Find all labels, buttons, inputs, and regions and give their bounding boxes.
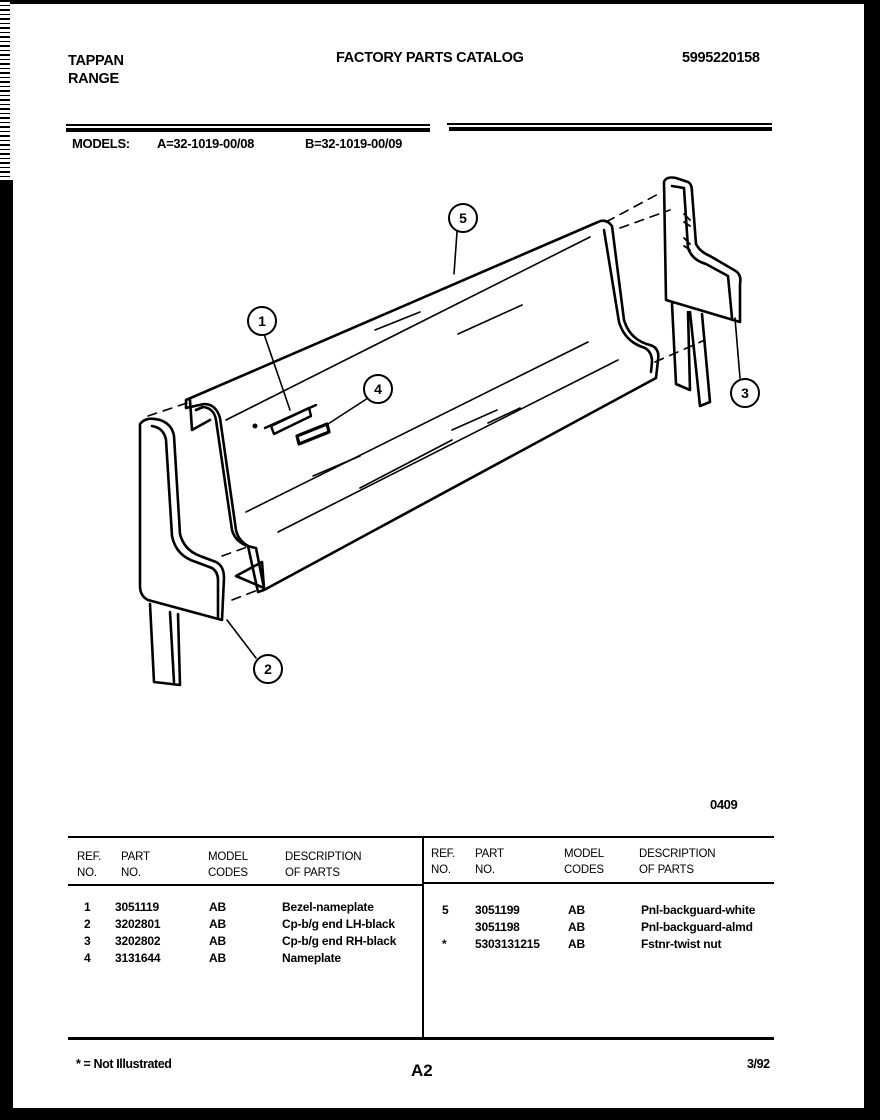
table-divider bbox=[422, 836, 424, 1038]
table-cell: AB bbox=[209, 934, 226, 948]
col-header-codes-right: MODEL CODES bbox=[564, 848, 604, 876]
models-label: MODELS: bbox=[72, 136, 130, 151]
table-cell: AB bbox=[209, 951, 226, 965]
right-part-column bbox=[475, 902, 540, 953]
col-header-desc-left: DESCRIPTION OF PARTS bbox=[285, 851, 362, 879]
table-cell: 1 bbox=[84, 900, 91, 914]
table-header-rule-left bbox=[68, 884, 422, 886]
table-cell: 3051199 bbox=[475, 903, 520, 917]
table-cell: 3051198 bbox=[475, 920, 520, 934]
left-codes-column bbox=[209, 899, 226, 967]
col-header-codes-left: MODEL CODES bbox=[208, 851, 248, 879]
table-cell: 3202801 bbox=[115, 917, 161, 931]
table-cell: Nameplate bbox=[282, 951, 341, 965]
scan-edge-bottom bbox=[0, 1108, 880, 1120]
catalog-number: 5995220158 bbox=[682, 50, 760, 66]
left-ref-column bbox=[84, 899, 90, 967]
col-header-ref-right: REF. NO. bbox=[431, 848, 456, 876]
left-desc-column bbox=[282, 899, 396, 967]
table-header-rule-right bbox=[424, 882, 774, 884]
callout-4: 4 bbox=[363, 374, 393, 404]
model-b: B=32-1019-00/09 bbox=[305, 136, 403, 151]
callout-5: 5 bbox=[448, 203, 478, 233]
table-cell: AB bbox=[568, 903, 585, 917]
table-cell: 2 bbox=[84, 917, 91, 931]
revision-date: 3/92 bbox=[747, 1057, 770, 1071]
page-number: A2 bbox=[411, 1061, 433, 1080]
table-cell: 3051119 bbox=[115, 900, 159, 914]
table-cell: Cp-b/g end RH-black bbox=[282, 934, 397, 948]
table-cell: AB bbox=[209, 917, 226, 931]
table-cell: * bbox=[442, 937, 447, 951]
table-cell: 5303131215 bbox=[475, 937, 540, 951]
table-cell: AB bbox=[568, 920, 585, 934]
col-header-ref-left: REF. NO. bbox=[77, 851, 102, 879]
figure-code: 0409 bbox=[710, 797, 738, 812]
col-header-desc-right: DESCRIPTION OF PARTS bbox=[639, 848, 716, 876]
part-3-rh-end-cap bbox=[664, 178, 740, 407]
table-cell: Cp-b/g end LH-black bbox=[282, 917, 395, 931]
table-cell: Pnl-backguard-white bbox=[641, 903, 756, 917]
table-cell: 5 bbox=[442, 903, 449, 917]
table-cell: AB bbox=[209, 900, 226, 914]
part-1-4-nameplate bbox=[265, 405, 329, 444]
table-cell: 4 bbox=[84, 951, 91, 965]
callout-1: 1 bbox=[247, 306, 277, 336]
part-2-lh-end-cap bbox=[140, 419, 224, 685]
panel-surface-lines bbox=[226, 237, 618, 532]
table-cell: Pnl-backguard-almd bbox=[641, 920, 753, 934]
leader-lines bbox=[227, 232, 740, 658]
model-a: A=32-1019-00/08 bbox=[157, 136, 255, 151]
right-codes-column bbox=[568, 902, 585, 953]
table-cell: 3202802 bbox=[115, 934, 161, 948]
brand-name: TAPPAN bbox=[68, 53, 124, 69]
left-part-column bbox=[115, 899, 160, 967]
col-header-part-left: PART NO. bbox=[121, 851, 150, 879]
table-cell: Bezel-nameplate bbox=[282, 900, 374, 914]
col-header-part-right: PART NO. bbox=[475, 848, 504, 876]
right-ref-column bbox=[442, 902, 448, 953]
callout-2: 2 bbox=[253, 654, 283, 684]
table-cell bbox=[442, 919, 448, 936]
product-type: RANGE bbox=[68, 71, 119, 87]
table-bottom-rule bbox=[68, 1037, 774, 1040]
callout-3: 3 bbox=[730, 378, 760, 408]
part-5-backguard-panel bbox=[186, 221, 658, 592]
right-desc-column bbox=[641, 902, 755, 953]
not-illustrated-note: * = Not Illustrated bbox=[76, 1057, 172, 1071]
table-cell: Fstnr-twist nut bbox=[641, 937, 722, 951]
table-cell: 3131644 bbox=[115, 951, 161, 965]
table-cell: 3 bbox=[84, 934, 91, 948]
table-cell: AB bbox=[568, 937, 585, 951]
page-title: FACTORY PARTS CATALOG bbox=[336, 50, 524, 66]
table-top-rule bbox=[68, 836, 774, 838]
